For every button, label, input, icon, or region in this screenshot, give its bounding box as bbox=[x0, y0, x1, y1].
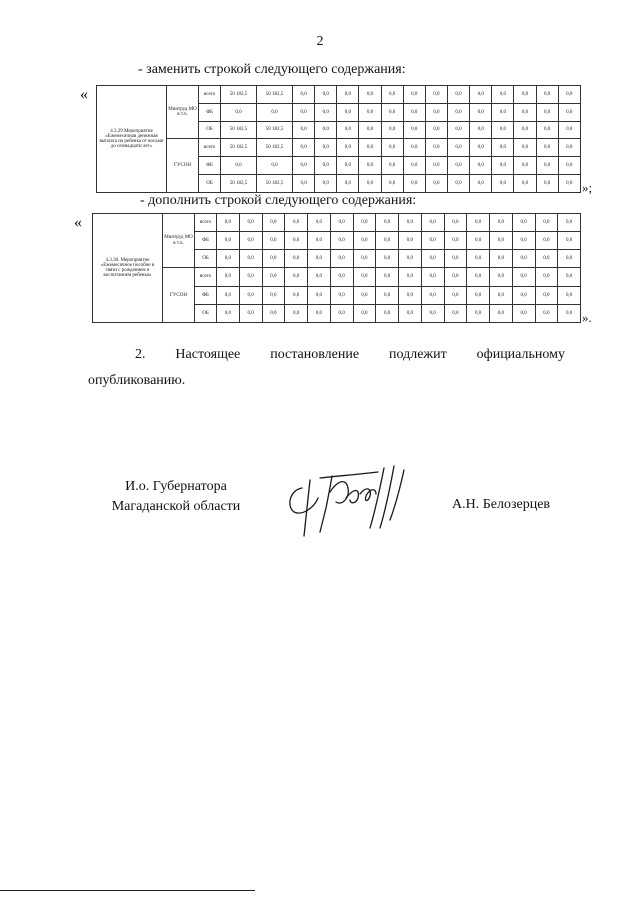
amount-cell: 0,0 bbox=[381, 121, 403, 139]
funding-source-cell: ОБ bbox=[199, 175, 221, 193]
table-row bbox=[93, 214, 581, 232]
funding-source-cell: всего bbox=[195, 268, 217, 286]
amount-cell: 0,0 bbox=[381, 103, 403, 121]
amount-cell: 0,0 bbox=[490, 286, 513, 304]
amount-cell: 0,0 bbox=[470, 139, 492, 157]
amount-cell: 0,0 bbox=[308, 304, 331, 322]
amount-cell: 0,0 bbox=[558, 268, 581, 286]
amount-cell: 50 182,5 bbox=[221, 86, 257, 104]
amount-cell: 0,0 bbox=[558, 175, 580, 193]
executor-cell: ГУСОН bbox=[163, 268, 195, 323]
funding-source-cell: ФБ bbox=[199, 103, 221, 121]
amount-cell: 0,0 bbox=[558, 304, 581, 322]
amount-cell: 0,0 bbox=[337, 139, 359, 157]
funding-source-cell: ОБ bbox=[195, 304, 217, 322]
amount-cell: 0,0 bbox=[444, 250, 467, 268]
amount-cell: 0,0 bbox=[285, 214, 308, 232]
amount-cell: 0,0 bbox=[536, 121, 558, 139]
amount-cell: 0,0 bbox=[257, 103, 293, 121]
amount-cell: 0,0 bbox=[262, 214, 285, 232]
amount-cell: 0,0 bbox=[353, 268, 376, 286]
amount-cell: 50 182,5 bbox=[221, 139, 257, 157]
amount-cell: 0,0 bbox=[257, 157, 293, 175]
table1-open-quote: « bbox=[80, 86, 88, 103]
amount-cell: 0,0 bbox=[558, 157, 580, 175]
amount-cell: 0,0 bbox=[512, 268, 535, 286]
table2-open-quote: « bbox=[74, 214, 82, 231]
paragraph-2-line1 bbox=[135, 347, 565, 363]
page-number: 2 bbox=[316, 34, 324, 49]
amount-cell: 0,0 bbox=[492, 139, 514, 157]
amount-cell: 0,0 bbox=[514, 121, 536, 139]
amount-cell: 0,0 bbox=[444, 268, 467, 286]
amount-cell: 0,0 bbox=[337, 86, 359, 104]
amount-cell: 0,0 bbox=[239, 304, 262, 322]
replace-instruction: - заменить строкой следующего содержания: bbox=[138, 62, 406, 77]
amount-cell: 0,0 bbox=[293, 175, 315, 193]
amount-cell: 0,0 bbox=[535, 268, 558, 286]
signer-name: А.Н. Белозерцев bbox=[452, 497, 551, 512]
amount-cell: 0,0 bbox=[447, 175, 469, 193]
amount-cell: 0,0 bbox=[558, 232, 581, 250]
amount-cell: 0,0 bbox=[421, 268, 444, 286]
measure-name-cell: 4.3.30. Мероприятие «Ежемесячное пособие в связи с рождением и воспитанием ребенка» bbox=[93, 214, 163, 323]
amount-cell: 0,0 bbox=[403, 103, 425, 121]
amount-cell: 0,0 bbox=[330, 268, 353, 286]
measure-name-cell: 4.3.29 Мероприятие «Ежемесячная денежная выплата на ребенка от восьми до семнадцати лет» bbox=[97, 86, 167, 193]
amount-cell: 0,0 bbox=[470, 86, 492, 104]
amount-cell: 0,0 bbox=[353, 304, 376, 322]
amount-cell: 0,0 bbox=[444, 304, 467, 322]
amount-cell: 0,0 bbox=[376, 250, 399, 268]
paragraph-2-line2: опубликованию. bbox=[88, 373, 186, 388]
amount-cell: 0,0 bbox=[315, 139, 337, 157]
amount-cell: 0,0 bbox=[536, 139, 558, 157]
amount-cell: 0,0 bbox=[217, 250, 240, 268]
amount-cell: 0,0 bbox=[447, 103, 469, 121]
amount-cell: 0,0 bbox=[425, 103, 447, 121]
amount-cell: 0,0 bbox=[536, 103, 558, 121]
amount-cell: 0,0 bbox=[359, 157, 381, 175]
amount-cell: 0,0 bbox=[490, 304, 513, 322]
funding-source-cell: ФБ bbox=[199, 157, 221, 175]
amount-cell: 0,0 bbox=[536, 86, 558, 104]
amount-cell: 0,0 bbox=[514, 139, 536, 157]
amount-cell: 0,0 bbox=[359, 121, 381, 139]
amount-cell: 0,0 bbox=[403, 157, 425, 175]
amount-cell: 0,0 bbox=[330, 214, 353, 232]
amount-cell: 0,0 bbox=[337, 175, 359, 193]
amount-cell: 0,0 bbox=[359, 175, 381, 193]
amount-cell: 0,0 bbox=[447, 86, 469, 104]
amount-cell: 0,0 bbox=[376, 214, 399, 232]
amount-cell: 0,0 bbox=[376, 232, 399, 250]
amount-cell: 0,0 bbox=[512, 286, 535, 304]
amount-cell: 0,0 bbox=[467, 214, 490, 232]
amount-cell: 0,0 bbox=[399, 214, 422, 232]
funding-source-cell: всего bbox=[195, 214, 217, 232]
amount-cell: 0,0 bbox=[376, 286, 399, 304]
amount-cell: 0,0 bbox=[447, 139, 469, 157]
amount-cell: 0,0 bbox=[514, 157, 536, 175]
amount-cell: 0,0 bbox=[512, 250, 535, 268]
amount-cell: 0,0 bbox=[308, 268, 331, 286]
amount-cell: 0,0 bbox=[535, 214, 558, 232]
amount-cell: 0,0 bbox=[262, 232, 285, 250]
amount-cell: 0,0 bbox=[421, 250, 444, 268]
amount-cell: 0,0 bbox=[381, 86, 403, 104]
amount-cell: 0,0 bbox=[293, 121, 315, 139]
table1-close-mark: »; bbox=[582, 180, 593, 195]
amount-cell: 0,0 bbox=[492, 86, 514, 104]
amount-cell: 0,0 bbox=[490, 250, 513, 268]
amount-cell: 0,0 bbox=[239, 268, 262, 286]
amount-cell: 0,0 bbox=[467, 250, 490, 268]
amount-cell: 0,0 bbox=[492, 175, 514, 193]
amount-cell: 0,0 bbox=[315, 86, 337, 104]
table-row bbox=[97, 139, 581, 157]
funding-source-cell: ФБ bbox=[195, 286, 217, 304]
amount-cell: 0,0 bbox=[536, 175, 558, 193]
amount-cell: 0,0 bbox=[467, 232, 490, 250]
amount-cell: 0,0 bbox=[558, 121, 580, 139]
amount-cell: 0,0 bbox=[492, 121, 514, 139]
amount-cell: 0,0 bbox=[399, 304, 422, 322]
amount-cell: 0,0 bbox=[425, 139, 447, 157]
amount-cell: 0,0 bbox=[285, 232, 308, 250]
amount-cell: 0,0 bbox=[558, 214, 581, 232]
executor-cell: Минтруд МО в т.ч. bbox=[167, 86, 199, 139]
amount-cell: 50 182,5 bbox=[257, 121, 293, 139]
amount-cell: 0,0 bbox=[337, 121, 359, 139]
amount-cell: 0,0 bbox=[512, 214, 535, 232]
amount-cell: 0,0 bbox=[353, 214, 376, 232]
amount-cell: 0,0 bbox=[353, 286, 376, 304]
funding-source-cell: всего bbox=[199, 139, 221, 157]
amount-cell: 0,0 bbox=[514, 103, 536, 121]
amount-cell: 0,0 bbox=[399, 268, 422, 286]
amount-cell: 0,0 bbox=[470, 175, 492, 193]
amount-cell: 0,0 bbox=[425, 86, 447, 104]
amount-cell: 0,0 bbox=[381, 175, 403, 193]
amount-cell: 0,0 bbox=[239, 214, 262, 232]
amount-cell: 0,0 bbox=[330, 250, 353, 268]
table-row bbox=[97, 86, 581, 104]
amount-cell: 0,0 bbox=[308, 250, 331, 268]
amount-cell: 0,0 bbox=[447, 157, 469, 175]
budget-table-4-3-30 bbox=[92, 213, 581, 323]
amount-cell: 0,0 bbox=[467, 286, 490, 304]
amount-cell: 0,0 bbox=[381, 157, 403, 175]
table-row bbox=[93, 268, 581, 286]
amount-cell: 0,0 bbox=[444, 286, 467, 304]
amount-cell: 0,0 bbox=[558, 86, 580, 104]
amount-cell: 0,0 bbox=[330, 304, 353, 322]
amount-cell: 0,0 bbox=[421, 304, 444, 322]
paragraph-word: подлежит bbox=[389, 347, 447, 362]
amount-cell: 0,0 bbox=[535, 286, 558, 304]
funding-source-cell: ОБ bbox=[195, 250, 217, 268]
amount-cell: 0,0 bbox=[217, 214, 240, 232]
amount-cell: 0,0 bbox=[535, 232, 558, 250]
amount-cell: 0,0 bbox=[337, 157, 359, 175]
funding-source-cell: всего bbox=[199, 86, 221, 104]
amount-cell: 0,0 bbox=[403, 175, 425, 193]
amount-cell: 0,0 bbox=[359, 139, 381, 157]
amount-cell: 0,0 bbox=[421, 286, 444, 304]
amount-cell: 0,0 bbox=[217, 304, 240, 322]
amount-cell: 0,0 bbox=[217, 232, 240, 250]
amount-cell: 0,0 bbox=[376, 268, 399, 286]
amount-cell: 0,0 bbox=[490, 232, 513, 250]
amount-cell: 0,0 bbox=[467, 268, 490, 286]
amount-cell: 0,0 bbox=[425, 121, 447, 139]
amount-cell: 0,0 bbox=[293, 157, 315, 175]
amount-cell: 0,0 bbox=[421, 232, 444, 250]
amount-cell: 0,0 bbox=[217, 268, 240, 286]
amount-cell: 0,0 bbox=[239, 232, 262, 250]
amount-cell: 0,0 bbox=[403, 86, 425, 104]
paragraph-word: Настоящее bbox=[175, 347, 241, 362]
amount-cell: 0,0 bbox=[399, 286, 422, 304]
amount-cell: 0,0 bbox=[558, 103, 580, 121]
amount-cell: 0,0 bbox=[381, 139, 403, 157]
signatory-title bbox=[106, 477, 246, 517]
table2-close-mark: ». bbox=[582, 310, 592, 325]
amount-cell: 0,0 bbox=[353, 232, 376, 250]
amount-cell: 0,0 bbox=[262, 304, 285, 322]
amount-cell: 0,0 bbox=[492, 103, 514, 121]
executor-cell: ГУСОН bbox=[167, 139, 199, 193]
amount-cell: 0,0 bbox=[359, 103, 381, 121]
amount-cell: 0,0 bbox=[421, 214, 444, 232]
executor-cell: Минтруд МО в т.ч. bbox=[163, 214, 195, 268]
funding-source-cell: ФБ bbox=[195, 232, 217, 250]
amount-cell: 0,0 bbox=[558, 250, 581, 268]
amount-cell: 0,0 bbox=[399, 232, 422, 250]
amount-cell: 0,0 bbox=[512, 232, 535, 250]
funding-source-cell: ОБ bbox=[199, 121, 221, 139]
amount-cell: 0,0 bbox=[221, 103, 257, 121]
amount-cell: 0,0 bbox=[285, 286, 308, 304]
amount-cell: 0,0 bbox=[514, 86, 536, 104]
amount-cell: 0,0 bbox=[308, 286, 331, 304]
amount-cell: 0,0 bbox=[444, 232, 467, 250]
budget-table-4-3-29 bbox=[96, 85, 581, 193]
signatory-title-line2: Магаданской области bbox=[111, 499, 241, 514]
amount-cell: 0,0 bbox=[470, 157, 492, 175]
amount-cell: 0,0 bbox=[535, 304, 558, 322]
amount-cell: 0,0 bbox=[293, 139, 315, 157]
amount-cell: 0,0 bbox=[558, 139, 580, 157]
amount-cell: 0,0 bbox=[308, 214, 331, 232]
amount-cell: 0,0 bbox=[359, 86, 381, 104]
amount-cell: 0,0 bbox=[337, 103, 359, 121]
amount-cell: 0,0 bbox=[447, 121, 469, 139]
amount-cell: 0,0 bbox=[403, 139, 425, 157]
amount-cell: 0,0 bbox=[514, 175, 536, 193]
amount-cell: 0,0 bbox=[239, 286, 262, 304]
signatory-title-line1: И.о. Губернатора bbox=[125, 479, 227, 494]
footer-rule bbox=[0, 890, 255, 891]
amount-cell: 0,0 bbox=[315, 121, 337, 139]
amount-cell: 0,0 bbox=[285, 250, 308, 268]
amount-cell: 0,0 bbox=[293, 86, 315, 104]
handwritten-signature bbox=[280, 458, 415, 548]
amount-cell: 0,0 bbox=[425, 175, 447, 193]
amount-cell: 0,0 bbox=[470, 121, 492, 139]
amount-cell: 50 182,5 bbox=[221, 175, 257, 193]
amount-cell: 0,0 bbox=[399, 250, 422, 268]
amount-cell: 50 182,5 bbox=[257, 86, 293, 104]
amount-cell: 0,0 bbox=[330, 286, 353, 304]
amount-cell: 0,0 bbox=[444, 214, 467, 232]
amount-cell: 0,0 bbox=[353, 250, 376, 268]
amount-cell: 0,0 bbox=[512, 304, 535, 322]
amount-cell: 0,0 bbox=[293, 103, 315, 121]
amount-cell: 50 182,5 bbox=[221, 121, 257, 139]
amount-cell: 0,0 bbox=[315, 157, 337, 175]
paragraph-word: официальному bbox=[476, 347, 565, 362]
paragraph-number: 2. bbox=[135, 347, 146, 362]
amount-cell: 0,0 bbox=[403, 121, 425, 139]
amount-cell: 0,0 bbox=[536, 157, 558, 175]
amount-cell: 0,0 bbox=[239, 250, 262, 268]
amount-cell: 0,0 bbox=[490, 268, 513, 286]
amount-cell: 50 182,5 bbox=[257, 139, 293, 157]
amount-cell: 0,0 bbox=[217, 286, 240, 304]
amount-cell: 0,0 bbox=[376, 304, 399, 322]
amount-cell: 0,0 bbox=[467, 304, 490, 322]
add-instruction: - дополнить строкой следующего содержания: bbox=[140, 193, 417, 208]
amount-cell: 0,0 bbox=[221, 157, 257, 175]
amount-cell: 0,0 bbox=[330, 232, 353, 250]
paragraph-word: постановление bbox=[270, 347, 360, 362]
amount-cell: 0,0 bbox=[492, 157, 514, 175]
amount-cell: 0,0 bbox=[262, 268, 285, 286]
amount-cell: 0,0 bbox=[558, 286, 581, 304]
amount-cell: 0,0 bbox=[262, 250, 285, 268]
amount-cell: 0,0 bbox=[535, 250, 558, 268]
amount-cell: 0,0 bbox=[470, 103, 492, 121]
amount-cell: 0,0 bbox=[315, 175, 337, 193]
amount-cell: 0,0 bbox=[285, 304, 308, 322]
amount-cell: 50 182,5 bbox=[257, 175, 293, 193]
amount-cell: 0,0 bbox=[315, 103, 337, 121]
amount-cell: 0,0 bbox=[285, 268, 308, 286]
amount-cell: 0,0 bbox=[425, 157, 447, 175]
amount-cell: 0,0 bbox=[308, 232, 331, 250]
amount-cell: 0,0 bbox=[490, 214, 513, 232]
amount-cell: 0,0 bbox=[262, 286, 285, 304]
